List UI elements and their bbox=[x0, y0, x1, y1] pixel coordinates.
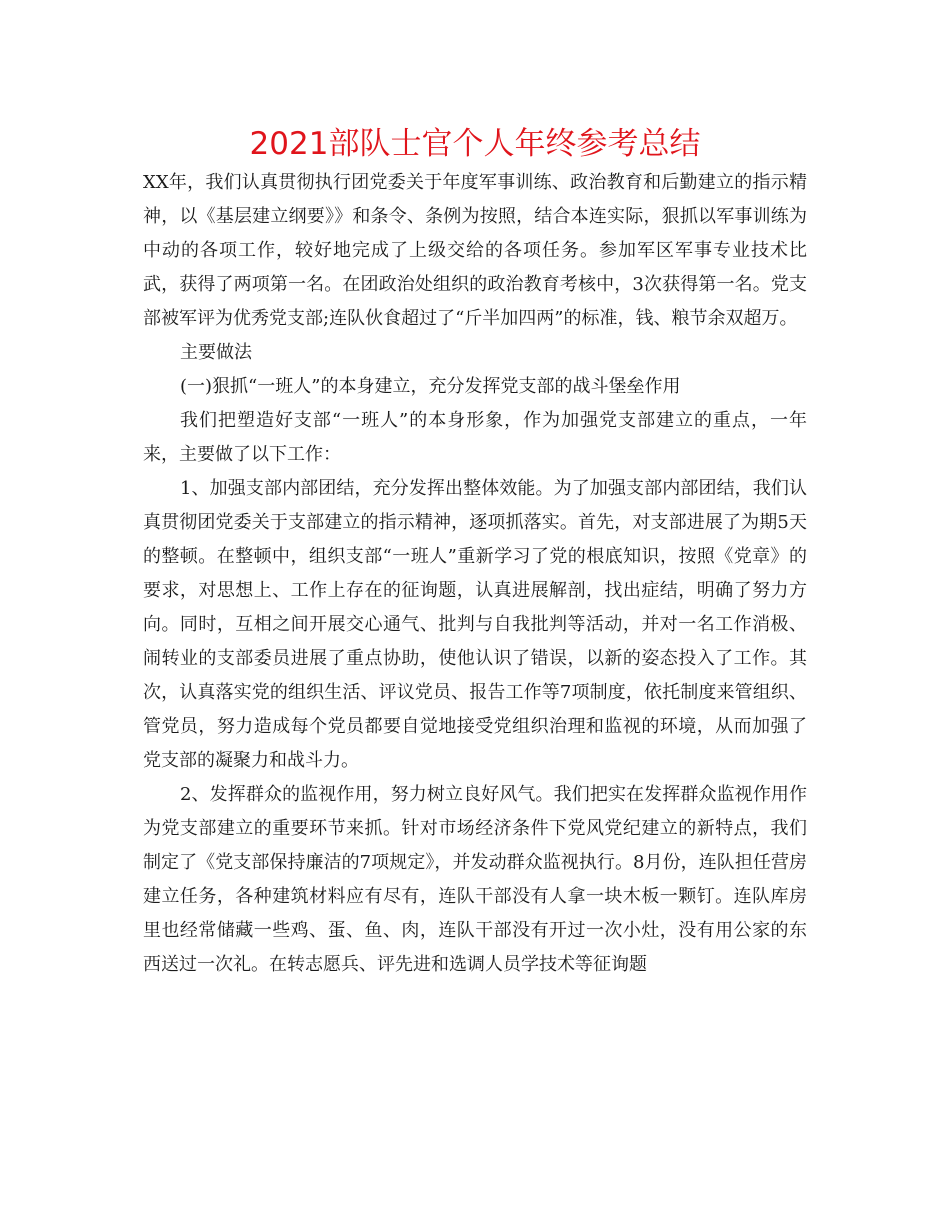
paragraph-item-1: 1、加强支部内部团结，充分发挥出整体效能。为了加强支部内部团结，我们认真贯彻团党委关于支部建立的指示精神，逐项抓落实。首先，对支部进展了为期5天的整顿。在整顿中，组织支部“一班人”重新学习了党的根底知识，按照《党章》的要求，对思想上、工作上存在的征询题，认真进展解剖，找出症结，明确了努力方向。同时，互相之间开展交心通气、批判与自我批判等活动，并对一名工作消极、闹转业的支部委员进展了重点协助，使他认识了错误，以新的姿态投入了工作。其次，认真落实党的组织生活、评议党员、报告工作等7项制度，依托制度来管组织、管党员，努力造成每个党员都要自觉地接受党组织治理和监视的环境，从而加强了党支部的凝聚力和战斗力。 bbox=[143, 478, 807, 771]
subsection-heading-1: (一)狠抓“一班人”的本身建立，充分发挥党支部的战斗堡垒作用 bbox=[180, 376, 681, 397]
paragraph-intro: XX年，我们认真贯彻执行团党委关于年度军事训练、政治教育和后勤建立的指示精神，以《基层建立纲要》》和条令、条例为按照，结合本连实际，狠抓以军事训练为中动的各项工作，较好地完成了上级交给的各项任务。参加军区军事专业技术比武，获得了两项第一名。在团政治处组织的政治教育考核中，3次获得第一名。党支部被军评为优秀党支部;连队伙食超过了“斤半加四两”的标准，钱、粮节余双超万。 bbox=[143, 172, 807, 329]
section-heading-main-methods: 主要做法 bbox=[180, 342, 252, 363]
paragraph-branch-image: 我们把塑造好支部“一班人”的本身形象，作为加强党支部建立的重点，一年来，主要做了以下工作： bbox=[143, 410, 807, 465]
paragraph-item-2: 2、发挥群众的监视作用，努力树立良好风气。我们把实在发挥群众监视作用作为党支部建立的重要环节来抓。针对市场经济条件下党风党纪建立的新特点，我们制定了《党支部保持廉洁的7项规定》，并发动群众监视执行。8月份，连队担任营房建立任务，各种建筑材料应有尽有，连队干部没有人拿一块木板一颗钉。连队库房里也经常储藏一些鸡、蛋、鱼、肉，连队干部没有开过一次小灶，没有用公家的东西送过一次礼。在转志愿兵、评先进和选调人员学技术等征询题 bbox=[143, 784, 807, 975]
document-title: 2021部队士官个人年终参考总结 bbox=[249, 126, 701, 162]
document-body bbox=[143, 166, 807, 982]
